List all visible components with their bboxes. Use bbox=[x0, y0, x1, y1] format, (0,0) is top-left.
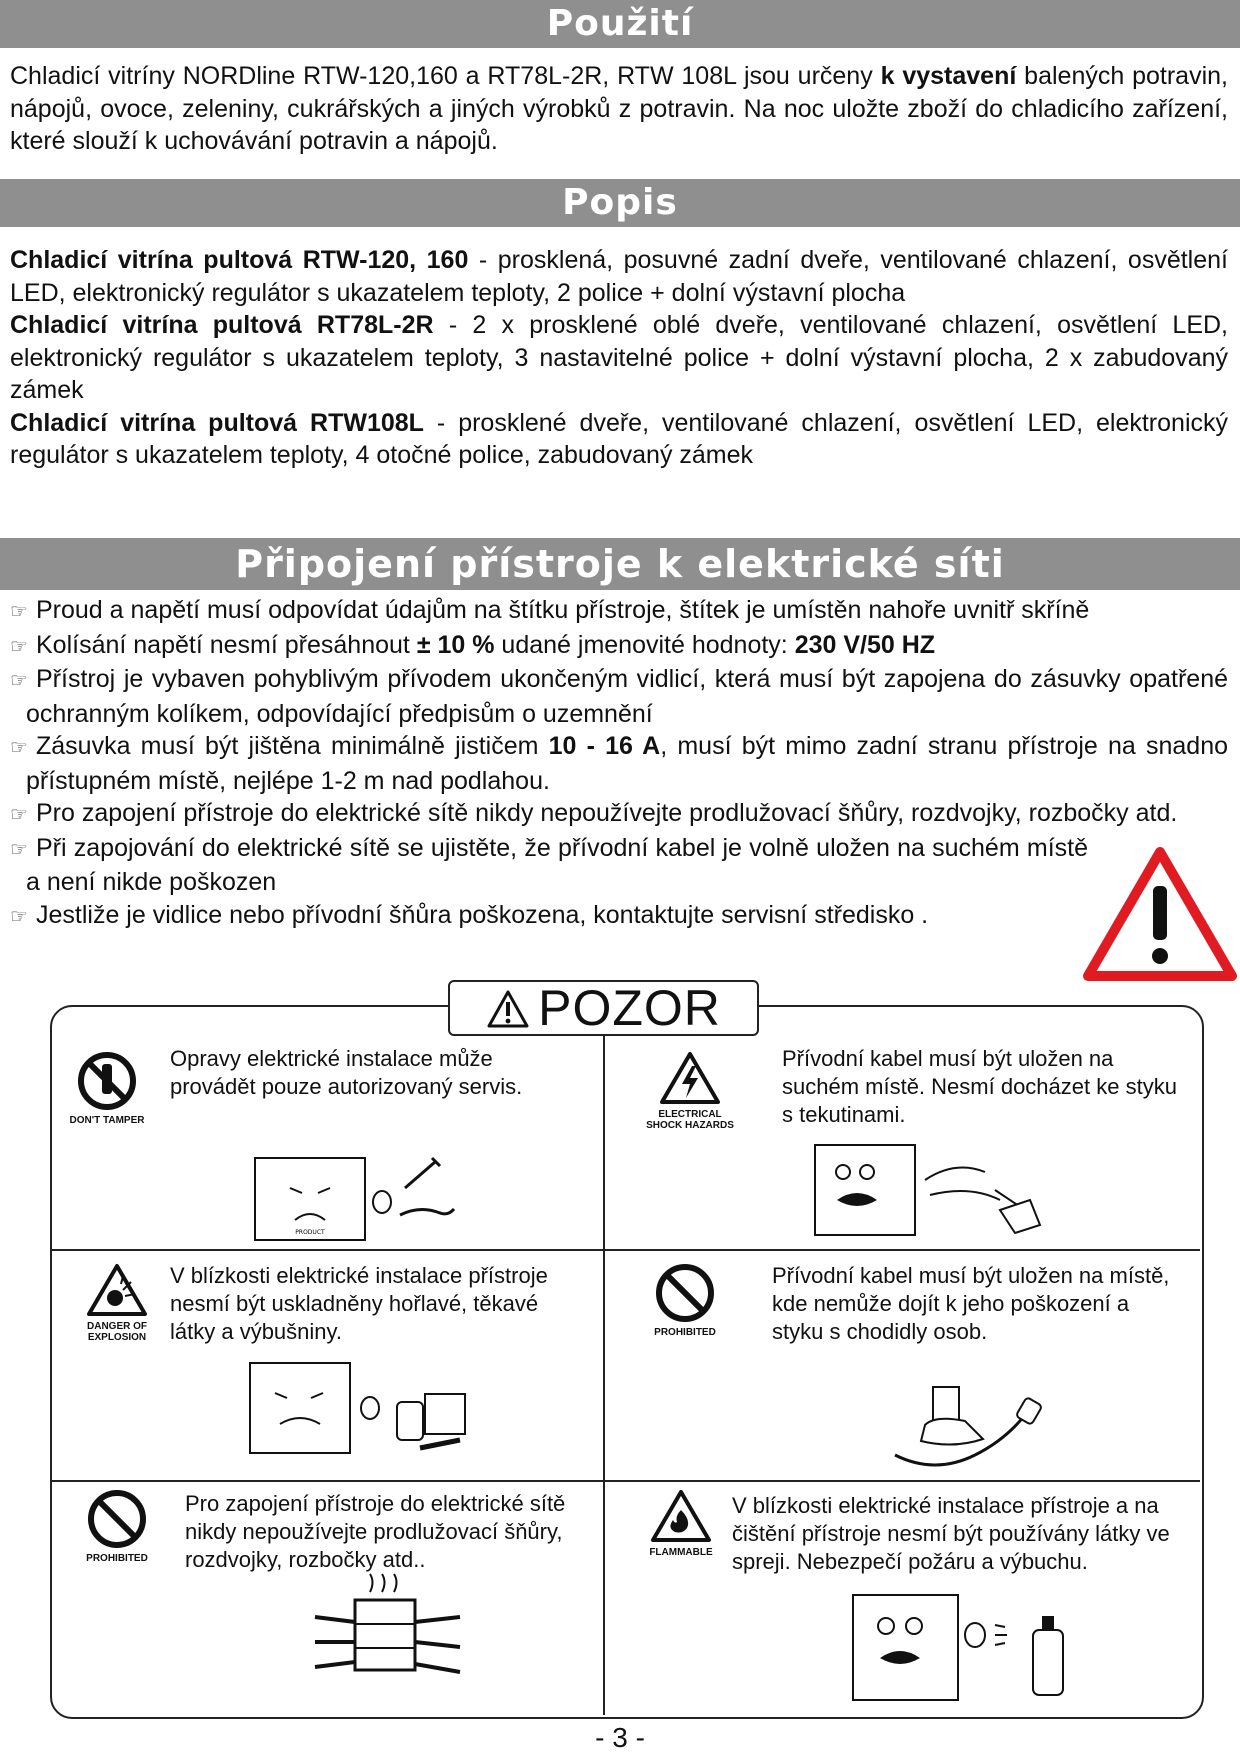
pozor-cell-text: Pro zapojení přístroje do elektrické sítě nikdy nepoužívejte prodlužovací šňůry, rozdvojky, rozbočky atd.. bbox=[185, 1491, 566, 1572]
popis-item: Chladicí vitrína pultová RTW-120, 160 - prosklená, posuvné zadní dveře, ventilované chlazení, osvětlení LED, elektronický regulátor s ukazatelem teploty, 2 police + dolní výstavní plocha bbox=[10, 246, 1228, 307]
prohibited-sign: PROHIBITED bbox=[640, 1262, 730, 1338]
pouziti-text-b: k vystavení bbox=[880, 62, 1017, 90]
flammable-icon bbox=[649, 1488, 713, 1544]
bullet-item: ☞ Pro zapojení přístroje do elektrické sítě nikdy nepoužívejte prodlužovací šňůry, rozdvojky, rozbočky atd. bbox=[10, 797, 1228, 832]
warning-triangle-icon bbox=[1082, 846, 1238, 982]
flammable-sign: FLAMMABLE bbox=[636, 1488, 726, 1558]
prohibited-sign: PROHIBITED bbox=[72, 1488, 162, 1564]
pripojeni-bullets bbox=[10, 594, 1228, 933]
explosion-icon bbox=[85, 1262, 149, 1318]
pozor-title: POZOR bbox=[448, 980, 759, 1036]
electrical-shock-sign: ELECTRICAL SHOCK HAZARDS bbox=[640, 1050, 740, 1131]
svg-text:PRODUCT: PRODUCT bbox=[295, 1229, 325, 1236]
liquid-illustration bbox=[805, 1140, 1065, 1240]
divider bbox=[52, 1480, 1200, 1482]
divider bbox=[603, 1010, 605, 1715]
bullet-item: ☞ Proud a napětí musí odpovídat údajům na štítku přístroje, štítek je umístěn nahoře uvnitř skříně bbox=[10, 594, 1228, 629]
prohibited-icon bbox=[654, 1262, 716, 1324]
pouziti-text-a: Chladicí vitríny NORDline RTW-120,160 a RT78L-2R, RTW 108L jsou určeny bbox=[10, 62, 873, 90]
pointing-hand-icon: ☞ bbox=[10, 804, 28, 826]
foot-cable-illustration bbox=[885, 1385, 1065, 1475]
pozor-cell-text: Opravy elektrické instalace může provádět pouze autorizovaný servis. bbox=[170, 1046, 523, 1099]
section-title-popis: Popis bbox=[0, 179, 1240, 227]
pouziti-text-c: balených potravin, nápojů, ovoce, zeleniny, cukrářských a jiných výrobků z potravin. Na noc uložte zboží do chladicího zařízení, které slouží k uchovávání potravin a nápojů. bbox=[10, 62, 1228, 155]
electrical-shock-icon bbox=[658, 1050, 722, 1106]
page-number: - 3 - bbox=[595, 1722, 645, 1753]
bullet-item: ☞ Při zapojování do elektrické sítě se ujistěte, že přívodní kabel je volně uložen na suchém místě a není nikde poškozen bbox=[10, 833, 1088, 896]
pointing-hand-icon: ☞ bbox=[10, 635, 28, 658]
pozor-cell-text: Přívodní kabel musí být uložen na suchém místě. Nesmí docházet ke styku s tekutinami. bbox=[782, 1046, 1177, 1127]
explosion-sign: DANGER OF EXPLOSION bbox=[72, 1262, 162, 1343]
pozor-cell-text: V blízkosti elektrické instalace přístroje nesmí být uskladněny hořlavé, těkavé látky a výbušniny. bbox=[170, 1263, 548, 1344]
warning-icon bbox=[486, 989, 530, 1029]
pointing-hand-icon: ☞ bbox=[10, 670, 28, 692]
dont-tamper-sign: DON'T TAMPER bbox=[62, 1050, 152, 1126]
bullet-item: ☞ Přístroj je vybaven pohyblivým přívodem ukončeným vidlicí, která musí být zapojena do zásuvky opatřené ochranným kolíkem, odpovídající předpisům o uzemnění bbox=[10, 665, 1228, 728]
extension-illustration bbox=[310, 1572, 470, 1682]
pouziti-paragraph bbox=[10, 60, 1228, 158]
prohibited-icon bbox=[86, 1488, 148, 1550]
tamper-illustration bbox=[250, 1150, 470, 1245]
pointing-hand-icon: ☞ bbox=[10, 905, 28, 928]
pozor-cell-text: Přívodní kabel musí být uložen na místě, kde nemůže dojít k jeho poškození a styku s chodidly osob. bbox=[772, 1263, 1170, 1344]
pozor-cell-text: V blízkosti elektrické instalace přístroje a na čištění přístroje nesmí být používány látky ve spreji. Nebezpečí požáru a výbuchu. bbox=[732, 1493, 1170, 1574]
spray-illustration bbox=[850, 1590, 1080, 1705]
pointing-hand-icon: ☞ bbox=[10, 838, 28, 861]
dont-tamper-icon bbox=[76, 1050, 138, 1112]
bullet-item: ☞ Jestliže je vidlice nebo přívodní šňůra poškozena, kontaktujte servisní středisko . bbox=[10, 899, 1228, 934]
section-title-pouziti: Použití bbox=[0, 0, 1240, 48]
section-title-pripojeni: Připojení přístroje k elektrické síti bbox=[0, 538, 1240, 590]
popis-item: Chladicí vitrína pultová RTW108L - prosklené dveře, ventilované chlazení, osvětlení LED, elektronický regulátor s ukazatelem teploty, 4 otočné police, zabudovaný zámek bbox=[10, 408, 1228, 469]
pointing-hand-icon: ☞ bbox=[10, 601, 28, 623]
popis-item: Chladicí vitrína pultová RT78L-2R - 2 x prosklené oblé dveře, ventilované chlazení, osvětlení LED, elektronický regulátor s ukazatelem teploty, 3 nastavitelné police + dolní výstavní plocha, 2 x zabudovaný zámek bbox=[10, 311, 1228, 404]
pointing-hand-icon: ☞ bbox=[10, 737, 28, 759]
divider bbox=[52, 1249, 1200, 1251]
explosive-illustration bbox=[245, 1358, 475, 1458]
bullet-item: ☞ Kolísání napětí nesmí přesáhnout ± 10 % udané jmenovité hodnoty: 230 V/50 HZ bbox=[10, 629, 1228, 664]
popis-list bbox=[10, 244, 1228, 472]
bullet-item: ☞ Zásuvka musí být jištěna minimálně jističem 10 - 16 A, musí být mimo zadní stranu přístroje na snadno přístupném místě, nejlépe 1-2 m nad podlahou. bbox=[10, 732, 1229, 795]
